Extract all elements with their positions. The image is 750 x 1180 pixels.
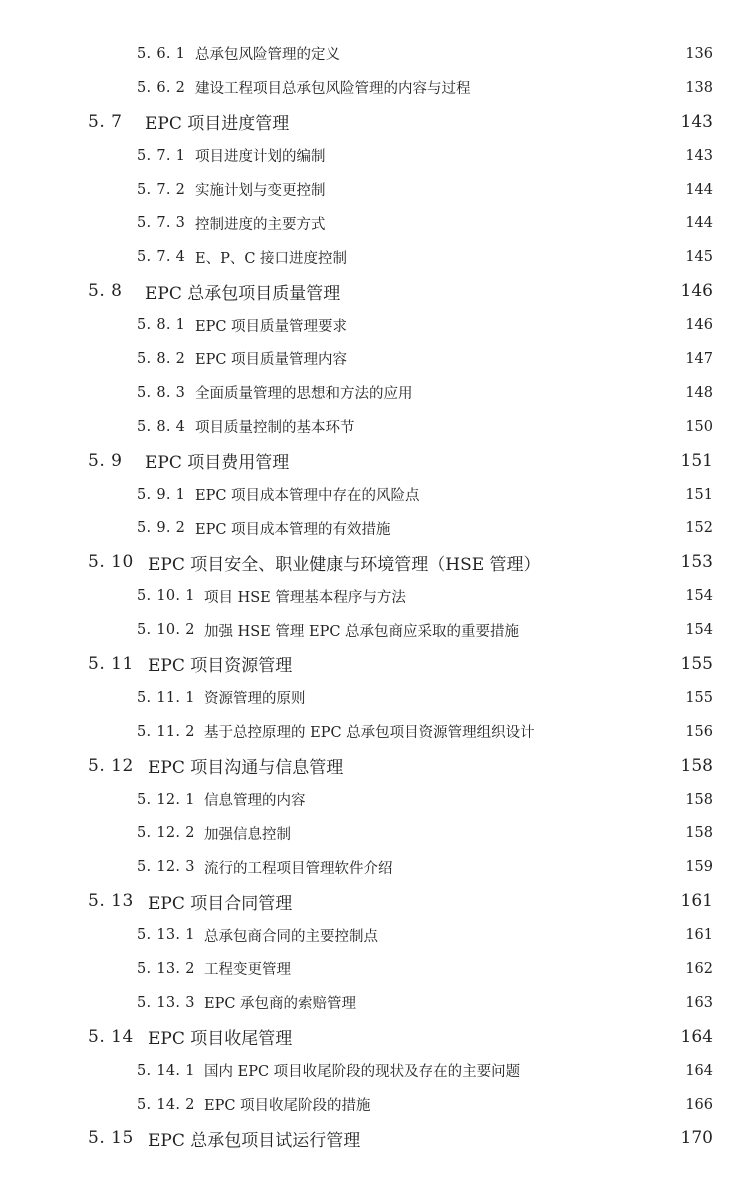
toc-entry-page-number: 146 bbox=[685, 317, 713, 334]
toc-entry-number: 5. 13. 1 bbox=[137, 927, 195, 944]
toc-entry-number: 5. 10. 2 bbox=[137, 622, 195, 639]
toc-entry-number: 5. 8 bbox=[88, 281, 123, 302]
toc-entry-title: 建设工程项目总承包风险管理的内容与过程 bbox=[195, 81, 471, 98]
toc-entry-title: 项目进度计划的编制 bbox=[195, 149, 326, 166]
toc-entry-title: EPC 项目费用管理 bbox=[145, 453, 290, 474]
toc-entry-title: 加强 HSE 管理 EPC 总承包商应采取的重要措施 bbox=[204, 623, 520, 640]
toc-entry-number: 5. 8. 3 bbox=[137, 384, 186, 401]
toc-entry-page-number: 150 bbox=[685, 418, 713, 435]
toc-entry-title: 项目质量控制的基本环节 bbox=[195, 420, 355, 437]
toc-entry-title: 总承包风险管理的定义 bbox=[195, 47, 340, 64]
toc-subsection-entry bbox=[0, 240, 750, 274]
toc-section-entry bbox=[0, 1122, 750, 1156]
toc-entry-page-number: 158 bbox=[680, 755, 713, 776]
toc-entry-title: 国内 EPC 项目收尾阶段的现状及存在的主要问题 bbox=[204, 1064, 521, 1081]
table-of-contents bbox=[0, 37, 750, 1155]
toc-subsection-entry bbox=[0, 139, 750, 173]
toc-entry-page-number: 162 bbox=[685, 960, 713, 977]
toc-entry-page-number: 136 bbox=[685, 45, 713, 62]
toc-entry-number: 5. 7. 3 bbox=[137, 215, 186, 232]
toc-entry-number: 5. 9. 2 bbox=[137, 520, 186, 537]
toc-subsection-entry bbox=[0, 918, 750, 952]
toc-entry-page-number: 153 bbox=[680, 552, 713, 573]
toc-subsection-entry bbox=[0, 1088, 750, 1122]
toc-entry-number: 5. 10 bbox=[88, 552, 134, 573]
toc-entry-title: EPC 总承包项目试运行管理 bbox=[148, 1130, 361, 1151]
toc-entry-number: 5. 10. 1 bbox=[137, 588, 195, 605]
toc-entry-page-number: 158 bbox=[685, 825, 713, 842]
toc-entry-title: EPC 项目收尾管理 bbox=[148, 1029, 293, 1050]
toc-subsection-entry bbox=[0, 342, 750, 376]
toc-subsection-entry bbox=[0, 816, 750, 850]
toc-entry-page-number: 166 bbox=[685, 1096, 713, 1113]
toc-subsection-entry bbox=[0, 376, 750, 410]
toc-entry-number: 5. 14. 1 bbox=[137, 1062, 195, 1079]
toc-entry-number: 5. 14 bbox=[88, 1026, 134, 1047]
toc-subsection-entry bbox=[0, 613, 750, 647]
toc-entry-page-number: 151 bbox=[685, 486, 713, 503]
toc-subsection-entry bbox=[0, 850, 750, 884]
toc-entry-number: 5. 12. 2 bbox=[137, 825, 195, 842]
toc-entry-page-number: 161 bbox=[685, 927, 713, 944]
toc-entry-number: 5. 12. 1 bbox=[137, 791, 195, 808]
toc-entry-title: EPC 项目合同管理 bbox=[148, 893, 293, 914]
toc-entry-number: 5. 7 bbox=[88, 111, 123, 132]
toc-entry-page-number: 154 bbox=[685, 588, 713, 605]
toc-entry-title: EPC 项目安全、职业健康与环境管理（HSE 管理） bbox=[148, 554, 541, 575]
toc-entry-number: 5. 15 bbox=[88, 1128, 134, 1149]
toc-entry-title: 工程变更管理 bbox=[204, 962, 291, 979]
toc-subsection-entry bbox=[0, 511, 750, 545]
toc-entry-page-number: 144 bbox=[685, 181, 713, 198]
toc-entry-title: EPC 项目成本管理的有效措施 bbox=[195, 521, 391, 538]
toc-subsection-entry bbox=[0, 308, 750, 342]
toc-section-entry bbox=[0, 444, 750, 478]
toc-entry-number: 5. 13 bbox=[88, 891, 134, 912]
toc-entry-page-number: 159 bbox=[685, 859, 713, 876]
toc-entry-number: 5. 11 bbox=[88, 653, 134, 674]
toc-entry-title: 总承包商合同的主要控制点 bbox=[204, 928, 378, 945]
toc-subsection-entry bbox=[0, 783, 750, 817]
toc-entry-number: 5. 7. 2 bbox=[137, 181, 186, 198]
toc-subsection-entry bbox=[0, 681, 750, 715]
toc-entry-number: 5. 9. 1 bbox=[137, 486, 186, 503]
toc-section-entry bbox=[0, 647, 750, 681]
toc-entry-number: 5. 8. 4 bbox=[137, 418, 186, 435]
toc-entry-title: 项目 HSE 管理基本程序与方法 bbox=[204, 589, 406, 606]
toc-entry-page-number: 155 bbox=[685, 689, 713, 706]
toc-section-entry bbox=[0, 1020, 750, 1054]
toc-entry-page-number: 147 bbox=[685, 350, 713, 367]
toc-section-entry bbox=[0, 884, 750, 918]
toc-entry-page-number: 170 bbox=[680, 1128, 713, 1149]
toc-subsection-entry bbox=[0, 173, 750, 207]
toc-subsection-entry bbox=[0, 37, 750, 71]
toc-entry-page-number: 164 bbox=[685, 1062, 713, 1079]
toc-entry-page-number: 143 bbox=[685, 147, 713, 164]
toc-entry-page-number: 151 bbox=[680, 450, 713, 471]
toc-entry-title: EPC 项目资源管理 bbox=[148, 656, 293, 677]
toc-entry-page-number: 143 bbox=[680, 111, 713, 132]
toc-entry-number: 5. 12. 3 bbox=[137, 859, 195, 876]
toc-entry-page-number: 161 bbox=[680, 891, 713, 912]
toc-entry-title: EPC 项目成本管理中存在的风险点 bbox=[195, 488, 420, 505]
toc-entry-page-number: 144 bbox=[685, 215, 713, 232]
toc-entry-title: EPC 项目收尾阶段的措施 bbox=[204, 1098, 371, 1115]
toc-subsection-entry bbox=[0, 410, 750, 444]
toc-entry-number: 5. 11. 2 bbox=[137, 723, 195, 740]
toc-entry-title: 基于总控原理的 EPC 总承包项目资源管理组织设计 bbox=[204, 725, 535, 742]
toc-entry-number: 5. 6. 2 bbox=[137, 79, 186, 96]
toc-subsection-entry bbox=[0, 478, 750, 512]
toc-entry-page-number: 164 bbox=[680, 1026, 713, 1047]
toc-entry-number: 5. 8. 1 bbox=[137, 317, 186, 334]
toc-section-entry bbox=[0, 749, 750, 783]
toc-entry-page-number: 158 bbox=[685, 791, 713, 808]
toc-entry-number: 5. 6. 1 bbox=[137, 45, 186, 62]
toc-entry-page-number: 155 bbox=[680, 653, 713, 674]
toc-entry-title: 信息管理的内容 bbox=[204, 793, 306, 810]
toc-subsection-entry bbox=[0, 986, 750, 1020]
toc-entry-number: 5. 13. 3 bbox=[137, 994, 195, 1011]
toc-entry-page-number: 148 bbox=[685, 384, 713, 401]
toc-entry-title: EPC 承包商的索赔管理 bbox=[204, 996, 357, 1013]
toc-entry-title: EPC 项目质量管理内容 bbox=[195, 352, 348, 369]
toc-entry-number: 5. 11. 1 bbox=[137, 689, 195, 706]
toc-entry-title: 全面质量管理的思想和方法的应用 bbox=[195, 386, 413, 403]
toc-entry-title: 实施计划与变更控制 bbox=[195, 183, 326, 199]
toc-entry-number: 5. 7. 1 bbox=[137, 147, 186, 164]
toc-subsection-entry bbox=[0, 715, 750, 749]
toc-entry-page-number: 154 bbox=[685, 622, 713, 639]
toc-entry-title: 控制进度的主要方式 bbox=[195, 216, 326, 233]
toc-entry-title: 资源管理的原则 bbox=[204, 691, 306, 708]
toc-entry-title: E、P、C 接口进度控制 bbox=[195, 250, 348, 267]
toc-entry-title: 加强信息控制 bbox=[204, 826, 291, 843]
toc-entry-number: 5. 13. 2 bbox=[137, 960, 195, 977]
toc-entry-page-number: 163 bbox=[685, 994, 713, 1011]
toc-entry-number: 5. 9 bbox=[88, 450, 123, 471]
toc-subsection-entry bbox=[0, 952, 750, 986]
toc-section-entry bbox=[0, 274, 750, 308]
toc-entry-page-number: 156 bbox=[685, 723, 713, 740]
toc-entry-page-number: 145 bbox=[685, 249, 713, 266]
toc-section-entry bbox=[0, 105, 750, 139]
toc-section-entry bbox=[0, 545, 750, 579]
toc-entry-title: EPC 项目质量管理要求 bbox=[195, 318, 348, 335]
toc-entry-title: EPC 总承包项目质量管理 bbox=[145, 283, 341, 304]
toc-entry-number: 5. 12 bbox=[88, 755, 134, 776]
toc-subsection-entry bbox=[0, 579, 750, 613]
toc-entry-number: 5. 8. 2 bbox=[137, 350, 186, 367]
toc-entry-number: 5. 7. 4 bbox=[137, 249, 186, 266]
toc-subsection-entry bbox=[0, 71, 750, 105]
toc-entry-page-number: 138 bbox=[685, 79, 713, 96]
toc-subsection-entry bbox=[0, 206, 750, 240]
toc-entry-title: EPC 项目沟通与信息管理 bbox=[148, 758, 344, 779]
toc-entry-number: 5. 14. 2 bbox=[137, 1096, 195, 1113]
toc-entry-title: EPC 项目进度管理 bbox=[145, 114, 290, 135]
toc-entry-page-number: 152 bbox=[685, 520, 713, 537]
toc-subsection-entry bbox=[0, 1054, 750, 1088]
toc-entry-page-number: 146 bbox=[680, 281, 713, 302]
toc-entry-title: 流行的工程项目管理软件介绍 bbox=[204, 860, 393, 877]
